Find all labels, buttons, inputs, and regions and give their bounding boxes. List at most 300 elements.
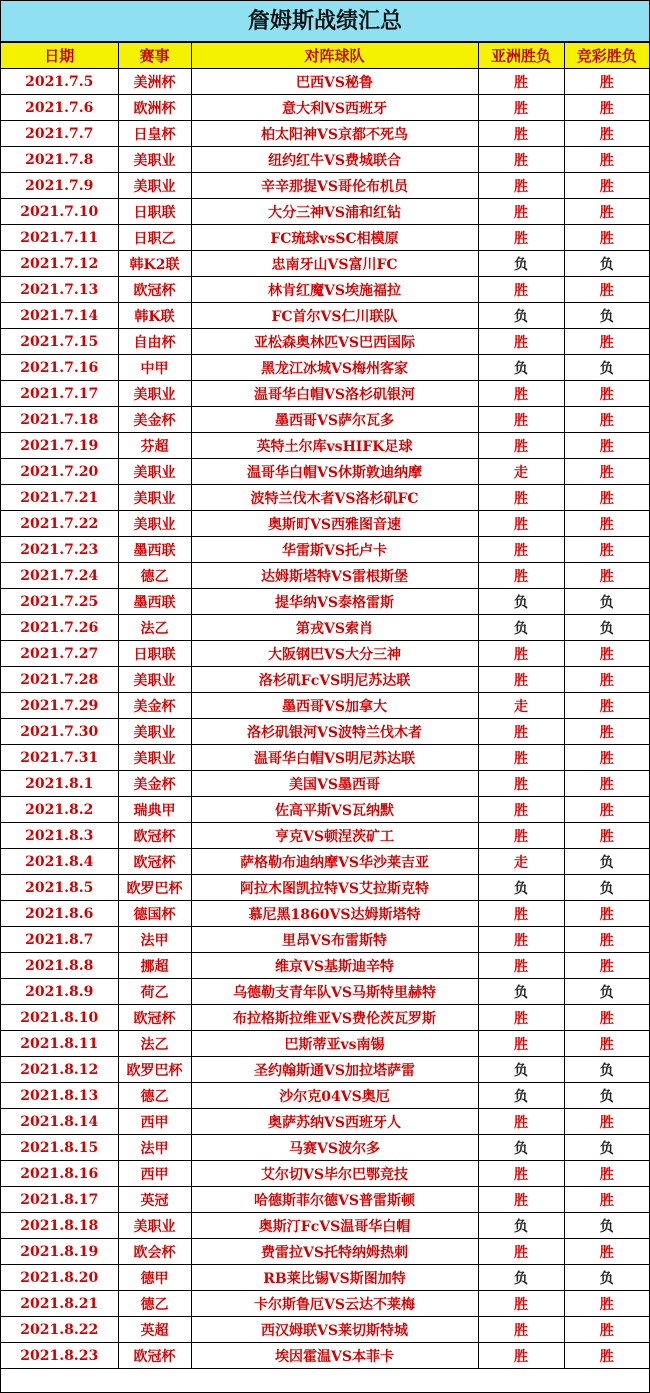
cell-competition: 德国杯 — [118, 901, 191, 927]
cell-asian-result: 胜 — [478, 563, 564, 589]
cell-date: 2021.7.25 — [1, 589, 118, 615]
table-row — [1, 1291, 649, 1317]
cell-jingcai-result: 负 — [564, 1057, 649, 1083]
cell-date: 2021.8.6 — [1, 901, 118, 927]
table-row — [1, 1031, 649, 1057]
cell-asian-result: 胜 — [478, 537, 564, 563]
cell-date: 2021.7.30 — [1, 719, 118, 745]
table-row — [1, 225, 649, 251]
cell-date: 2021.7.24 — [1, 563, 118, 589]
cell-jingcai-result: 负 — [564, 615, 649, 641]
cell-jingcai-result: 胜 — [564, 147, 649, 173]
cell-match: 柏太阳神VS京都不死鸟 — [191, 121, 478, 147]
cell-jingcai-result: 胜 — [564, 459, 649, 485]
cell-date: 2021.8.16 — [1, 1161, 118, 1187]
cell-date: 2021.7.20 — [1, 459, 118, 485]
cell-match: 巴斯蒂亚vs南锡 — [191, 1031, 478, 1057]
cell-jingcai-result: 负 — [564, 849, 649, 875]
cell-match: 温哥华白帽VS休斯敦迪纳摩 — [191, 459, 478, 485]
cell-jingcai-result: 负 — [564, 589, 649, 615]
cell-jingcai-result: 胜 — [564, 1187, 649, 1213]
cell-date: 2021.8.15 — [1, 1135, 118, 1161]
cell-match: 纽约红牛VS费城联合 — [191, 147, 478, 173]
cell-date: 2021.7.19 — [1, 433, 118, 459]
cell-date: 2021.8.12 — [1, 1057, 118, 1083]
cell-asian-result: 胜 — [478, 953, 564, 979]
cell-competition: 西甲 — [118, 1161, 191, 1187]
cell-competition: 英冠 — [118, 1187, 191, 1213]
cell-date: 2021.8.9 — [1, 979, 118, 1005]
cell-match: 墨西哥VS萨尔瓦多 — [191, 407, 478, 433]
cell-match: 圣约翰斯通VS加拉塔萨雷 — [191, 1057, 478, 1083]
cell-date: 2021.8.10 — [1, 1005, 118, 1031]
cell-match: 佐高平斯VS瓦纳默 — [191, 797, 478, 823]
table-body — [1, 69, 649, 1369]
cell-jingcai-result: 胜 — [564, 95, 649, 121]
cell-date: 2021.7.27 — [1, 641, 118, 667]
cell-date: 2021.7.26 — [1, 615, 118, 641]
header-match: 对阵球队 — [191, 43, 478, 69]
cell-match: 达姆斯塔特VS雷根斯堡 — [191, 563, 478, 589]
cell-date: 2021.8.21 — [1, 1291, 118, 1317]
cell-date: 2021.8.11 — [1, 1031, 118, 1057]
cell-match: RB莱比锡VS斯图加特 — [191, 1265, 478, 1291]
table-row — [1, 95, 649, 121]
cell-match: 辛辛那提VS哥伦布机员 — [191, 173, 478, 199]
cell-asian-result: 胜 — [478, 1161, 564, 1187]
cell-competition: 法甲 — [118, 927, 191, 953]
cell-asian-result: 胜 — [478, 1031, 564, 1057]
cell-asian-result: 胜 — [478, 173, 564, 199]
cell-jingcai-result: 胜 — [564, 719, 649, 745]
cell-asian-result: 胜 — [478, 199, 564, 225]
cell-match: 艾尔切VS毕尔巴鄂竞技 — [191, 1161, 478, 1187]
cell-asian-result: 走 — [478, 849, 564, 875]
cell-asian-result: 胜 — [478, 511, 564, 537]
table-row — [1, 641, 649, 667]
cell-jingcai-result: 胜 — [564, 121, 649, 147]
cell-asian-result: 胜 — [478, 667, 564, 693]
cell-jingcai-result: 负 — [564, 1135, 649, 1161]
cell-asian-result: 胜 — [478, 147, 564, 173]
cell-match: FC首尔VS仁川联队 — [191, 303, 478, 329]
cell-date: 2021.7.12 — [1, 251, 118, 277]
cell-match: 奥斯汀FcVS温哥华白帽 — [191, 1213, 478, 1239]
cell-match: 沙尔克04VS奥厄 — [191, 1083, 478, 1109]
cell-asian-result: 胜 — [478, 121, 564, 147]
cell-asian-result: 胜 — [478, 1239, 564, 1265]
cell-match: 亨克VS顿涅茨矿工 — [191, 823, 478, 849]
cell-match: 阿拉木图凯拉特VS艾拉斯克特 — [191, 875, 478, 901]
table-row — [1, 1083, 649, 1109]
table-row — [1, 277, 649, 303]
cell-match: 温哥华白帽VS洛杉矶银河 — [191, 381, 478, 407]
cell-date: 2021.8.3 — [1, 823, 118, 849]
table-row — [1, 901, 649, 927]
cell-jingcai-result: 负 — [564, 251, 649, 277]
cell-date: 2021.7.15 — [1, 329, 118, 355]
cell-jingcai-result: 胜 — [564, 563, 649, 589]
cell-competition: 美洲杯 — [118, 69, 191, 95]
cell-competition: 中甲 — [118, 355, 191, 381]
table-row — [1, 433, 649, 459]
cell-match: 维京VS基斯迪辛特 — [191, 953, 478, 979]
table-row — [1, 771, 649, 797]
cell-jingcai-result: 负 — [564, 875, 649, 901]
cell-match: 萨格勒布迪纳摩VS华沙莱吉亚 — [191, 849, 478, 875]
cell-competition: 美职业 — [118, 485, 191, 511]
cell-competition: 欧冠杯 — [118, 277, 191, 303]
cell-date: 2021.7.23 — [1, 537, 118, 563]
table-row — [1, 69, 649, 95]
cell-jingcai-result: 负 — [564, 979, 649, 1005]
cell-match: 洛杉矶银河VS波特兰伐木者 — [191, 719, 478, 745]
cell-date: 2021.8.7 — [1, 927, 118, 953]
cell-competition: 欧会杯 — [118, 1239, 191, 1265]
table-row — [1, 1005, 649, 1031]
cell-asian-result: 负 — [478, 355, 564, 381]
cell-asian-result: 胜 — [478, 69, 564, 95]
cell-match: 奥萨苏纳VS西班牙人 — [191, 1109, 478, 1135]
cell-date: 2021.7.22 — [1, 511, 118, 537]
sheet-title: 詹姆斯战绩汇总 — [1, 1, 649, 42]
cell-asian-result: 胜 — [478, 927, 564, 953]
cell-asian-result: 胜 — [478, 641, 564, 667]
table-row — [1, 1187, 649, 1213]
cell-competition: 荷乙 — [118, 979, 191, 1005]
cell-match: 卡尔斯鲁厄VS云达不莱梅 — [191, 1291, 478, 1317]
cell-jingcai-result: 胜 — [564, 1343, 649, 1369]
cell-date: 2021.7.28 — [1, 667, 118, 693]
cell-match: 大阪钢巴VS大分三神 — [191, 641, 478, 667]
cell-jingcai-result: 负 — [564, 355, 649, 381]
table-row — [1, 719, 649, 745]
cell-match: 英特土尔库vsHIFK足球 — [191, 433, 478, 459]
table-row — [1, 693, 649, 719]
cell-match: 费雷拉VS托特纳姆热刺 — [191, 1239, 478, 1265]
cell-date: 2021.8.17 — [1, 1187, 118, 1213]
table-row — [1, 1109, 649, 1135]
cell-asian-result: 胜 — [478, 95, 564, 121]
cell-match: 哈德斯菲尔德VS普雷斯顿 — [191, 1187, 478, 1213]
table-row — [1, 1239, 649, 1265]
cell-match: FC琉球vsSC相模原 — [191, 225, 478, 251]
cell-date: 2021.7.16 — [1, 355, 118, 381]
cell-match: 亚松森奥林匹VS巴西国际 — [191, 329, 478, 355]
cell-asian-result: 胜 — [478, 225, 564, 251]
cell-match: 黑龙江冰城VS梅州客家 — [191, 355, 478, 381]
cell-asian-result: 胜 — [478, 797, 564, 823]
cell-jingcai-result: 胜 — [564, 667, 649, 693]
cell-date: 2021.7.31 — [1, 745, 118, 771]
cell-competition: 日职乙 — [118, 225, 191, 251]
cell-jingcai-result: 胜 — [564, 433, 649, 459]
cell-date: 2021.8.2 — [1, 797, 118, 823]
cell-asian-result: 负 — [478, 615, 564, 641]
table-row — [1, 355, 649, 381]
cell-date: 2021.7.21 — [1, 485, 118, 511]
cell-asian-result: 负 — [478, 251, 564, 277]
cell-competition: 欧冠杯 — [118, 849, 191, 875]
cell-match: 里昂VS布雷斯特 — [191, 927, 478, 953]
cell-competition: 美金杯 — [118, 693, 191, 719]
table-row — [1, 251, 649, 277]
cell-match: 美国VS墨西哥 — [191, 771, 478, 797]
cell-competition: 日职联 — [118, 199, 191, 225]
table-row — [1, 927, 649, 953]
cell-jingcai-result: 胜 — [564, 1239, 649, 1265]
cell-asian-result: 胜 — [478, 1109, 564, 1135]
cell-competition: 欧冠杯 — [118, 823, 191, 849]
cell-jingcai-result: 胜 — [564, 1161, 649, 1187]
results-table — [1, 42, 649, 1369]
cell-asian-result: 胜 — [478, 1343, 564, 1369]
cell-jingcai-result: 胜 — [564, 745, 649, 771]
cell-jingcai-result: 胜 — [564, 381, 649, 407]
cell-jingcai-result: 胜 — [564, 953, 649, 979]
cell-jingcai-result: 胜 — [564, 511, 649, 537]
cell-jingcai-result: 胜 — [564, 1109, 649, 1135]
cell-jingcai-result: 胜 — [564, 641, 649, 667]
cell-jingcai-result: 胜 — [564, 1005, 649, 1031]
header-asian-result: 亚洲胜负 — [478, 43, 564, 69]
table-row — [1, 823, 649, 849]
cell-competition: 德甲 — [118, 1265, 191, 1291]
cell-match: 埃因霍温VS本菲卡 — [191, 1343, 478, 1369]
table-row — [1, 147, 649, 173]
cell-jingcai-result: 胜 — [564, 901, 649, 927]
cell-match: 第戎VS索肖 — [191, 615, 478, 641]
table-row — [1, 953, 649, 979]
cell-match: 布拉格斯拉维亚VS费伦茨瓦罗斯 — [191, 1005, 478, 1031]
cell-asian-result: 胜 — [478, 1005, 564, 1031]
cell-competition: 美职业 — [118, 459, 191, 485]
cell-date: 2021.8.22 — [1, 1317, 118, 1343]
cell-jingcai-result: 负 — [564, 1213, 649, 1239]
cell-jingcai-result: 胜 — [564, 225, 649, 251]
cell-competition: 美职业 — [118, 719, 191, 745]
cell-competition: 韩K联 — [118, 303, 191, 329]
table-row — [1, 1265, 649, 1291]
cell-date: 2021.8.5 — [1, 875, 118, 901]
cell-date: 2021.8.23 — [1, 1343, 118, 1369]
cell-match: 林肯红魔VS埃施福拉 — [191, 277, 478, 303]
cell-date: 2021.7.29 — [1, 693, 118, 719]
cell-jingcai-result: 胜 — [564, 69, 649, 95]
cell-competition: 英超 — [118, 1317, 191, 1343]
cell-asian-result: 胜 — [478, 719, 564, 745]
cell-asian-result: 负 — [478, 1265, 564, 1291]
cell-asian-result: 胜 — [478, 1317, 564, 1343]
header-jingcai-result: 竞彩胜负 — [564, 43, 649, 69]
cell-competition: 自由杯 — [118, 329, 191, 355]
table-row — [1, 1057, 649, 1083]
cell-jingcai-result: 胜 — [564, 537, 649, 563]
table-row — [1, 1161, 649, 1187]
cell-jingcai-result: 胜 — [564, 693, 649, 719]
cell-competition: 韩K2联 — [118, 251, 191, 277]
table-row — [1, 589, 649, 615]
table-row — [1, 797, 649, 823]
cell-match: 波特兰伐木者VS洛杉矶FC — [191, 485, 478, 511]
cell-asian-result: 胜 — [478, 381, 564, 407]
cell-competition: 美金杯 — [118, 407, 191, 433]
cell-match: 慕尼黑1860VS达姆斯塔特 — [191, 901, 478, 927]
table-row — [1, 329, 649, 355]
cell-competition: 墨西联 — [118, 589, 191, 615]
table-row — [1, 615, 649, 641]
table-row — [1, 1317, 649, 1343]
cell-date: 2021.7.14 — [1, 303, 118, 329]
cell-asian-result: 胜 — [478, 745, 564, 771]
cell-jingcai-result: 胜 — [564, 277, 649, 303]
cell-asian-result: 胜 — [478, 823, 564, 849]
cell-competition: 美金杯 — [118, 771, 191, 797]
cell-jingcai-result: 胜 — [564, 1317, 649, 1343]
cell-competition: 瑞典甲 — [118, 797, 191, 823]
table-row — [1, 485, 649, 511]
cell-asian-result: 胜 — [478, 329, 564, 355]
cell-date: 2021.8.14 — [1, 1109, 118, 1135]
cell-competition: 美职业 — [118, 511, 191, 537]
cell-competition: 挪超 — [118, 953, 191, 979]
cell-jingcai-result: 负 — [564, 303, 649, 329]
cell-asian-result: 胜 — [478, 1291, 564, 1317]
cell-asian-result: 胜 — [478, 771, 564, 797]
cell-match: 巴西VS秘鲁 — [191, 69, 478, 95]
cell-jingcai-result: 胜 — [564, 797, 649, 823]
cell-match: 忠南牙山VS富川FC — [191, 251, 478, 277]
header-row — [1, 43, 649, 69]
cell-date: 2021.7.8 — [1, 147, 118, 173]
cell-competition: 欧冠杯 — [118, 1343, 191, 1369]
cell-asian-result: 负 — [478, 1135, 564, 1161]
cell-date: 2021.7.5 — [1, 69, 118, 95]
cell-competition: 美职业 — [118, 745, 191, 771]
cell-jingcai-result: 胜 — [564, 927, 649, 953]
table-row — [1, 979, 649, 1005]
table-row — [1, 511, 649, 537]
table-row — [1, 667, 649, 693]
cell-match: 西汉姆联VS莱切斯特城 — [191, 1317, 478, 1343]
cell-date: 2021.7.10 — [1, 199, 118, 225]
table-row — [1, 173, 649, 199]
table-row — [1, 537, 649, 563]
cell-asian-result: 胜 — [478, 277, 564, 303]
cell-competition: 德乙 — [118, 563, 191, 589]
cell-date: 2021.7.17 — [1, 381, 118, 407]
cell-competition: 芬超 — [118, 433, 191, 459]
cell-jingcai-result: 负 — [564, 1265, 649, 1291]
header-date: 日期 — [1, 43, 118, 69]
cell-jingcai-result: 负 — [564, 1083, 649, 1109]
cell-date: 2021.7.6 — [1, 95, 118, 121]
cell-match: 马赛VS波尔多 — [191, 1135, 478, 1161]
table-row — [1, 407, 649, 433]
cell-competition: 日职联 — [118, 641, 191, 667]
cell-asian-result: 胜 — [478, 433, 564, 459]
cell-jingcai-result: 胜 — [564, 407, 649, 433]
cell-date: 2021.7.7 — [1, 121, 118, 147]
cell-jingcai-result: 胜 — [564, 199, 649, 225]
cell-match: 温哥华白帽VS明尼苏达联 — [191, 745, 478, 771]
cell-asian-result: 走 — [478, 693, 564, 719]
table-row — [1, 381, 649, 407]
cell-competition: 欧冠杯 — [118, 1005, 191, 1031]
table-row — [1, 1213, 649, 1239]
table-row — [1, 1343, 649, 1369]
cell-match: 华雷斯VS托卢卡 — [191, 537, 478, 563]
cell-jingcai-result: 胜 — [564, 771, 649, 797]
cell-date: 2021.8.18 — [1, 1213, 118, 1239]
cell-competition: 欧洲杯 — [118, 95, 191, 121]
cell-date: 2021.8.8 — [1, 953, 118, 979]
header-competition: 赛事 — [118, 43, 191, 69]
table-row — [1, 459, 649, 485]
cell-asian-result: 胜 — [478, 901, 564, 927]
cell-asian-result: 走 — [478, 459, 564, 485]
cell-competition: 美职业 — [118, 173, 191, 199]
table-row — [1, 303, 649, 329]
cell-asian-result: 负 — [478, 1213, 564, 1239]
cell-competition: 美职业 — [118, 667, 191, 693]
cell-competition: 欧罗巴杯 — [118, 1057, 191, 1083]
table-row — [1, 875, 649, 901]
cell-competition: 法甲 — [118, 1135, 191, 1161]
cell-date: 2021.7.18 — [1, 407, 118, 433]
cell-competition: 西甲 — [118, 1109, 191, 1135]
cell-date: 2021.8.19 — [1, 1239, 118, 1265]
cell-match: 提华纳VS泰格雷斯 — [191, 589, 478, 615]
cell-date: 2021.7.9 — [1, 173, 118, 199]
cell-competition: 欧罗巴杯 — [118, 875, 191, 901]
cell-competition: 美职业 — [118, 381, 191, 407]
cell-match: 墨西哥VS加拿大 — [191, 693, 478, 719]
table-row — [1, 849, 649, 875]
cell-asian-result: 负 — [478, 589, 564, 615]
cell-asian-result: 负 — [478, 979, 564, 1005]
cell-jingcai-result: 胜 — [564, 173, 649, 199]
cell-asian-result: 胜 — [478, 485, 564, 511]
cell-date: 2021.8.20 — [1, 1265, 118, 1291]
cell-competition: 日皇杯 — [118, 121, 191, 147]
cell-competition: 法乙 — [118, 615, 191, 641]
cell-jingcai-result: 胜 — [564, 823, 649, 849]
cell-match: 奥斯町VS西雅图音速 — [191, 511, 478, 537]
cell-asian-result: 胜 — [478, 407, 564, 433]
cell-date: 2021.8.4 — [1, 849, 118, 875]
cell-jingcai-result: 胜 — [564, 1031, 649, 1057]
cell-match: 意大利VS西班牙 — [191, 95, 478, 121]
cell-asian-result: 负 — [478, 1057, 564, 1083]
cell-jingcai-result: 胜 — [564, 329, 649, 355]
table-row — [1, 199, 649, 225]
cell-match: 洛杉矶FcVS明尼苏达联 — [191, 667, 478, 693]
cell-competition: 美职业 — [118, 1213, 191, 1239]
cell-jingcai-result: 胜 — [564, 1291, 649, 1317]
table-row — [1, 1135, 649, 1161]
cell-asian-result: 负 — [478, 875, 564, 901]
cell-match: 乌德勒支青年队VS马斯特里赫特 — [191, 979, 478, 1005]
table-row — [1, 563, 649, 589]
cell-competition: 美职业 — [118, 147, 191, 173]
cell-competition: 墨西联 — [118, 537, 191, 563]
cell-asian-result: 胜 — [478, 1187, 564, 1213]
cell-date: 2021.7.13 — [1, 277, 118, 303]
cell-match: 大分三神VS浦和红钻 — [191, 199, 478, 225]
cell-asian-result: 负 — [478, 303, 564, 329]
cell-competition: 德乙 — [118, 1291, 191, 1317]
